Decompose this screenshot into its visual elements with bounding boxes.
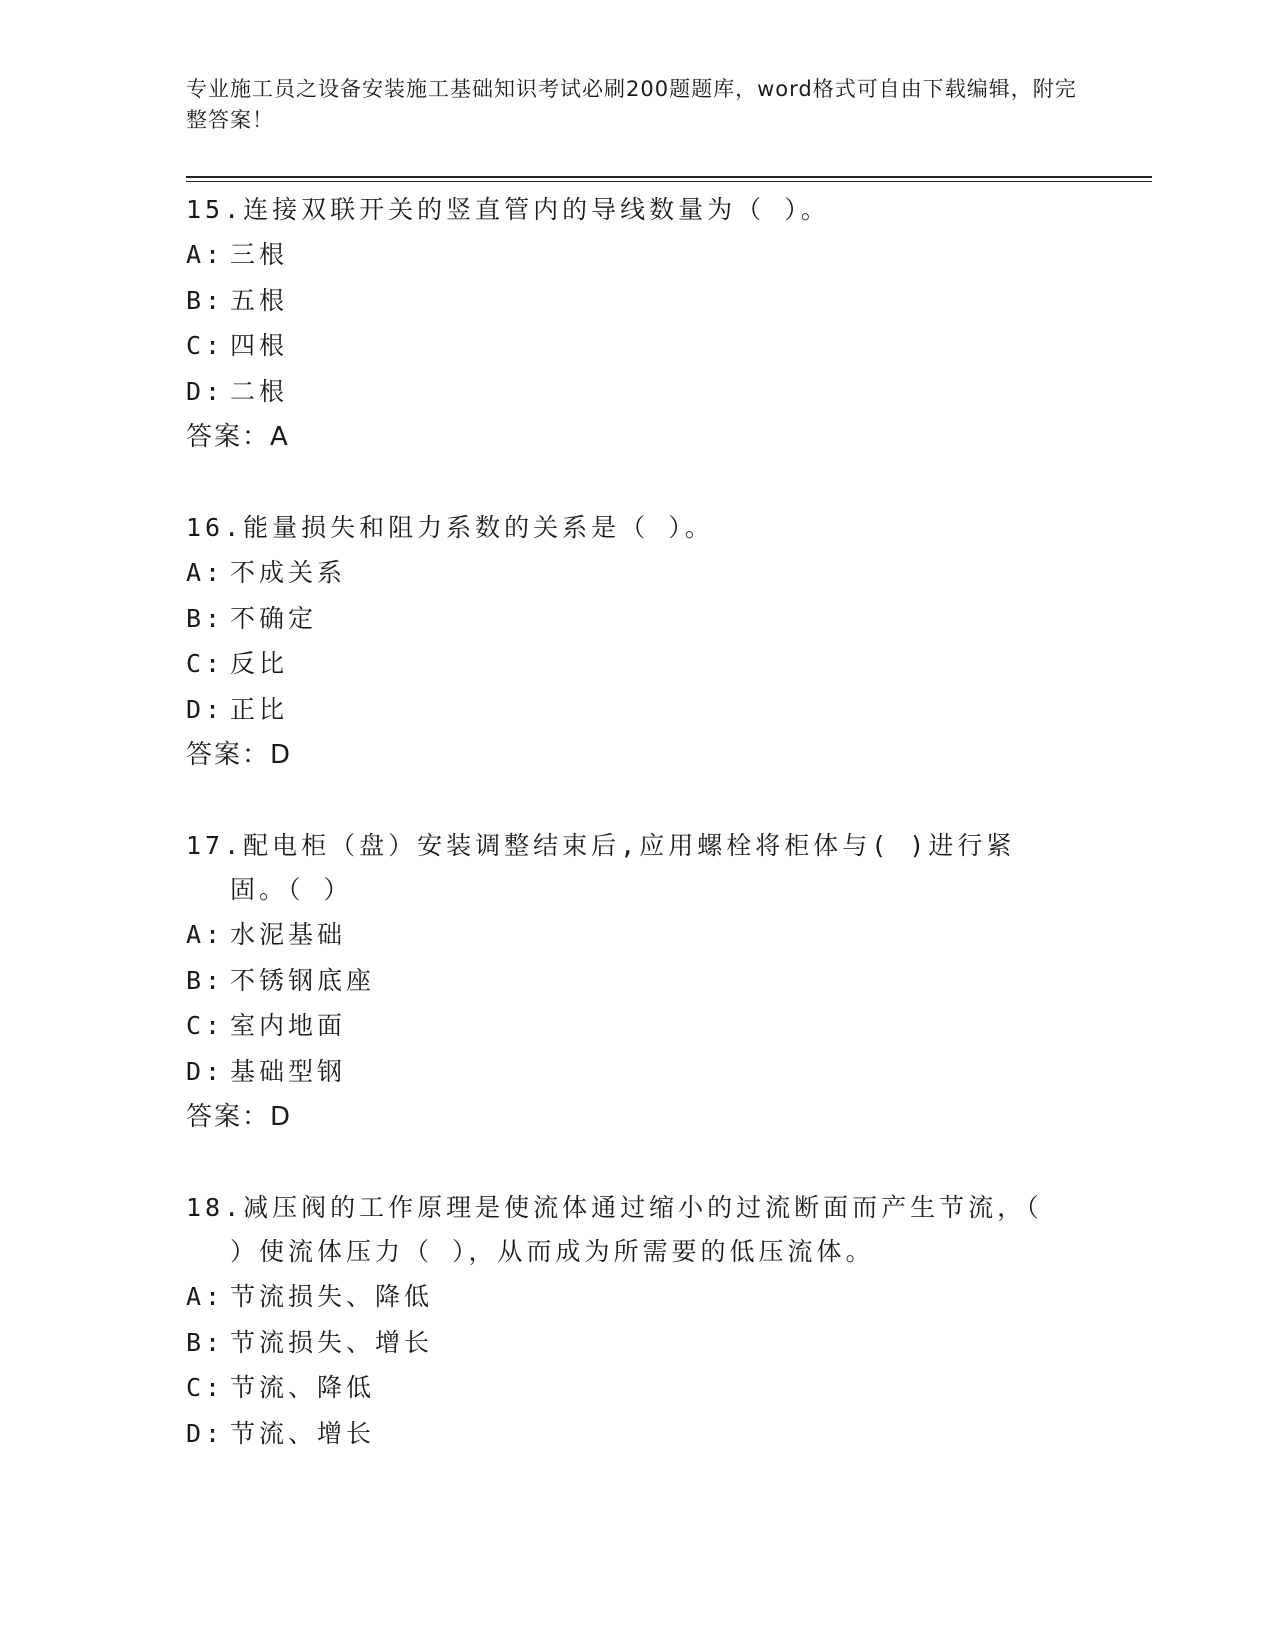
option-text: 室内地面 bbox=[230, 1011, 347, 1040]
option-c bbox=[186, 1003, 1066, 1049]
question-15 bbox=[186, 188, 1066, 460]
question-17 bbox=[186, 824, 1066, 1140]
question-stem: 15.连接双联开关的竖直管内的导线数量为（ ）。 bbox=[186, 195, 830, 224]
option-key: A: bbox=[186, 558, 225, 587]
option-key: A: bbox=[186, 240, 225, 269]
option-key: C: bbox=[186, 1373, 225, 1402]
answer-line: 答案：A bbox=[186, 422, 290, 452]
question-stem: 16.能量损失和阻力系数的关系是（ ）。 bbox=[186, 513, 714, 542]
option-text: 基础型钢 bbox=[230, 1056, 347, 1086]
document-header: 专业施工员之设备安装施工基础知识考试必刷200题题库，word格式可自由下载编辑，附完整答案！ bbox=[186, 77, 1077, 132]
option-key: A: bbox=[186, 1282, 225, 1311]
option-b bbox=[186, 958, 1066, 1004]
option-key: B: bbox=[186, 603, 225, 633]
question-18 bbox=[186, 1186, 1066, 1456]
option-text: 五根 bbox=[230, 285, 289, 315]
option-key: C: bbox=[186, 649, 225, 678]
option-text: 不成关系 bbox=[230, 558, 347, 587]
option-b bbox=[186, 278, 1066, 324]
option-text: 节流、增长 bbox=[230, 1418, 376, 1448]
option-key: B: bbox=[186, 965, 225, 995]
option-text: 节流、降低 bbox=[230, 1373, 376, 1402]
option-d bbox=[186, 369, 1066, 415]
option-text: 反比 bbox=[230, 649, 289, 678]
option-text: 水泥基础 bbox=[230, 920, 347, 949]
option-a bbox=[186, 912, 1066, 958]
option-c bbox=[186, 323, 1066, 369]
option-text: 不锈钢底座 bbox=[230, 965, 376, 995]
option-key: C: bbox=[186, 331, 225, 360]
option-text: 节流损失、降低 bbox=[230, 1282, 434, 1311]
option-text: 四根 bbox=[230, 331, 289, 360]
option-key: D: bbox=[186, 1056, 225, 1086]
option-a bbox=[186, 232, 1066, 278]
option-key: D: bbox=[186, 1418, 225, 1448]
option-key: B: bbox=[186, 1327, 225, 1357]
option-text: 正比 bbox=[230, 694, 289, 724]
header-divider-bottom bbox=[186, 181, 1152, 182]
question-stem: 17.配电柜（盘）安装调整结束后,应用螺栓将柜体与( )进行紧固。（ ） bbox=[186, 831, 1016, 904]
option-c bbox=[186, 641, 1066, 687]
option-d bbox=[186, 1049, 1066, 1095]
option-text: 三根 bbox=[230, 240, 289, 269]
option-text: 不确定 bbox=[230, 603, 318, 633]
option-d bbox=[186, 1411, 1066, 1457]
option-a bbox=[186, 1274, 1066, 1320]
option-key: C: bbox=[186, 1011, 225, 1040]
option-key: B: bbox=[186, 285, 225, 315]
option-text: 二根 bbox=[230, 376, 289, 406]
header-divider-top bbox=[186, 176, 1152, 178]
answer-line: 答案：D bbox=[186, 740, 293, 770]
option-key: D: bbox=[186, 376, 225, 406]
option-b bbox=[186, 596, 1066, 642]
question-stem: 18.减压阀的工作原理是使流体通过缩小的过流断面而产生节流，（ ）使流体压力（ ），从而成为所需要的低压流体。 bbox=[186, 1193, 1043, 1266]
option-a bbox=[186, 550, 1066, 596]
answer-line: 答案：D bbox=[186, 1102, 293, 1132]
option-key: D: bbox=[186, 694, 225, 724]
option-d bbox=[186, 687, 1066, 733]
question-16 bbox=[186, 506, 1066, 778]
option-key: A: bbox=[186, 920, 225, 949]
option-b bbox=[186, 1320, 1066, 1366]
option-text: 节流损失、增长 bbox=[230, 1327, 434, 1357]
option-c bbox=[186, 1365, 1066, 1411]
